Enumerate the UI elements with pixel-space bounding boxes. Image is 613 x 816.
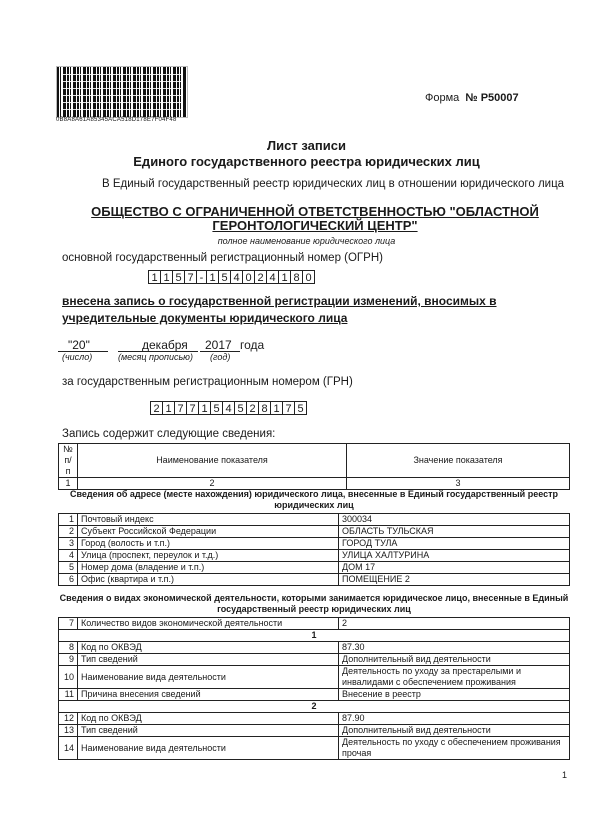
row-name: Субъект Российской Федерации [78,526,339,538]
row-value: УЛИЦА ХАЛТУРИНА [339,550,570,562]
document-subtitle: Единого государственного реестра юридических лиц [133,154,480,169]
row-name: Тип сведений [78,725,339,737]
activity-section-title: Сведения о видах экономической деятельности, которыми занимается юридическое лицо, внесенные в Единый государственный реестр юридических лиц [59,593,569,614]
header-table [58,443,570,490]
row-name: Наименование вида деятельности [78,737,339,760]
row-name: Номер дома (владение и т.п.) [78,562,339,574]
row-number: 14 [59,737,78,760]
row-name: Причина внесения сведений [78,689,339,701]
table-row [59,526,570,538]
row-number: 4 [59,550,78,562]
intro-text: В Единый государственный реестр юридических лиц в отношении юридического лица [102,178,565,190]
ogrn-label: основной государственный регистрационный номер (ОГРН) [62,252,383,264]
row-number: 8 [59,642,78,654]
form-number: Форма № Р50007 [425,92,519,104]
organization-caption: полное наименование юридического лица [217,236,396,246]
row-number: 6 [59,574,78,586]
row-name: Улица (проспект, переулок и т.д.) [78,550,339,562]
row-value: 87.30 [339,642,570,654]
organization-name: ОБЩЕСТВО С ОГРАНИЧЕННОЙ ОТВЕТСТВЕННОСТЬЮ "ОБЛАСТНОЙ ГЕРОНТОЛОГИЧЕСКИЙ ЦЕНТР" [91,204,539,233]
grn-digit: 7 [174,401,187,415]
header-col-number: № п/п [59,444,78,478]
table-row [59,514,570,526]
header-col-value: Значение показателя [347,444,570,478]
document-title: Лист записи [267,138,346,153]
header-col-name-index: 2 [78,478,347,490]
row-number: 9 [59,654,78,666]
activity-table [58,617,570,760]
row-value: Деятельность по уходу за престарелыми и инвалидами с обеспечением проживания [339,666,570,689]
table-row [59,713,570,725]
row-value: Дополнительный вид деятельности [339,654,570,666]
address-section-title: Сведения об адресе (месте нахождения) юридического лица, внесенные в Единый государственный реестр юридических лиц [70,489,558,510]
grn-digit: 5 [210,401,223,415]
grn-digit: 2 [246,401,259,415]
count-row-value: 2 [339,618,570,630]
table-row [59,737,570,760]
row-number: 3 [59,538,78,550]
table-row [59,538,570,550]
grn-digit: 8 [258,401,271,415]
row-name: Офис (квартира и т.п.) [78,574,339,586]
row-name: Тип сведений [78,654,339,666]
date-year-caption: (год) [210,352,231,362]
ogrn-digit: 7 [184,270,197,284]
date-year-suffix: года [240,338,265,352]
grn-digit: 4 [222,401,235,415]
page-number: 1 [562,770,568,780]
grn-digit: 5 [234,401,247,415]
row-value: Деятельность по уходу с обеспечением проживания прочая [339,737,570,760]
count-row-name: Количество видов экономической деятельности [78,618,339,630]
date-year: 2017 [205,338,232,352]
ogrn-digit: 4 [230,270,243,284]
row-value: ПОМЕЩЕНИЕ 2 [339,574,570,586]
table-row [59,642,570,654]
table-row [59,666,570,689]
count-row-number: 7 [59,618,78,630]
ogrn-digit: 2 [254,270,267,284]
row-value: ДОМ 17 [339,562,570,574]
ogrn-digit: 1 [278,270,291,284]
address-table [58,513,570,586]
row-number: 1 [59,514,78,526]
row-number: 12 [59,713,78,725]
ogrn-digit: 5 [172,270,185,284]
row-name: Город (волость и т.п.) [78,538,339,550]
entry-statement: внесена запись о государственной регистрации изменений, вносимых в учредительные документы юридического лица [62,294,497,325]
table-row [59,725,570,737]
table-row [59,550,570,562]
grn-digit: 1 [198,401,211,415]
table-row [59,689,570,701]
barcode-image [56,66,188,118]
ogrn-digit: 1 [148,270,161,284]
ogrn-digit: 0 [242,270,255,284]
grn-digit: 7 [282,401,295,415]
ogrn-digit-boxes [148,270,314,284]
grn-digit: 2 [150,401,163,415]
row-value: ОБЛАСТЬ ТУЛЬСКАЯ [339,526,570,538]
row-number: 13 [59,725,78,737]
grn-label: за государственным регистрационным номером (ГРН) [62,376,353,388]
row-number: 11 [59,689,78,701]
row-name: Наименование вида деятельности [78,666,339,689]
row-value: Дополнительный вид деятельности [339,725,570,737]
grn-digit: 7 [186,401,199,415]
ogrn-digit: 1 [160,270,173,284]
table-row [59,654,570,666]
activity-group-1: 1 [59,630,570,642]
date-month-caption: (месяц прописью) [118,352,193,362]
header-col-name: Наименование показателя [78,444,347,478]
row-value: 300034 [339,514,570,526]
row-value: 87.90 [339,713,570,725]
row-name: Почтовый индекс [78,514,339,526]
activity-group-2: 2 [59,701,570,713]
header-col-number-index: 1 [59,478,78,490]
table-row [59,574,570,586]
header-col-value-index: 3 [347,478,570,490]
table-row [59,562,570,574]
ogrn-digit: 5 [218,270,231,284]
ogrn-digit: 1 [206,270,219,284]
barcode-code: 0B8A8A61A85345ACA518D178E7F04F48 [56,117,177,123]
date-month: декабря [142,338,188,352]
row-name: Код по ОКВЭД [78,713,339,725]
contains-label: Запись содержит следующие сведения: [62,428,276,440]
row-number: 2 [59,526,78,538]
ogrn-digit: 8 [290,270,303,284]
grn-digit: 1 [270,401,283,415]
row-number: 5 [59,562,78,574]
row-value: Внесение в реестр [339,689,570,701]
grn-digit: 5 [294,401,307,415]
ogrn-digit: 0 [302,270,315,284]
row-value: ГОРОД ТУЛА [339,538,570,550]
date-day-caption: (число) [62,352,93,362]
grn-digit-boxes [150,401,306,415]
ogrn-digit: - [196,270,207,284]
row-name: Код по ОКВЭД [78,642,339,654]
ogrn-digit: 4 [266,270,279,284]
grn-digit: 1 [162,401,175,415]
date-day: "20" [68,338,90,352]
row-number: 10 [59,666,78,689]
